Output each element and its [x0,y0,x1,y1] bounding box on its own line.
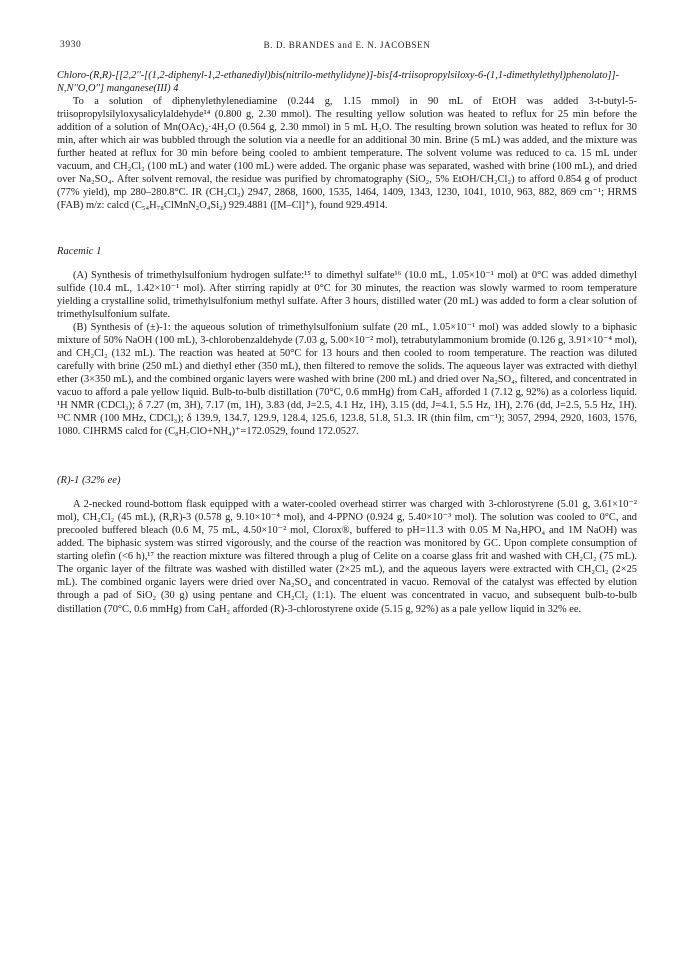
journal-page [57,40,637,616]
racemic-heading: Racemic 1 [57,245,102,257]
racemic-part-b: (B) Synthesis of (±)-1: the aqueous solution of trimethylsulfonium sulfate (20 mL, 1.05×10⁻¹ mol) was added slowly to a biphasic mixture of 50% NaOH (100 mL), 3-chlorobenzaldehyde (7.03 g, 5.00×10⁻² mol), tetrabutylammonium bromide (0.126 g, 3.91×10⁻⁴ mol), and CH₂Cl₂ (132 mL). The reaction was heated at 50°C for 13 hours and then cooled to room temperature. The reaction was diluted carefully with brine (250 mL) and diethyl ether (350 mL), then filtered to remove the solids. The aqueous layer was extracted with diethyl ether (3×350 mL), and the combined organic layers were washed with brine (200 mL) and dried over Na₂SO₄, filtered, and concentrated in vacuo to afford a pale yellow liquid. Bulb-to-bulb distillation (70°C, 0.6 mmHg) from CaH₂ afforded 1 (7.12 g, 92%) as a colorless liquid. ¹H NMR (CDCl₃); δ 7.27 (m, 3H), 7.17 (m, 1H), 3.83 (dd, J=2.5, 4.1 Hz, 1H), 3.15 (dd, J=4.1, 5.5 Hz, 1H), 2.76 (dd, J=2.5, 5.5 Hz, 1H). ¹³C NMR (100 MHz, CDCl₃); δ 139.9, 134.7, 129.9, 128.4, 125.6, 123.8, 51.8, 51.3. IR (thin film, cm⁻¹); 3057, 2994, 2920, 1603, 1576, 1080. CIHRMS calcd for (C₈H₇ClO+NH₄)⁺=172.0529, found 172.0527. [57,321,637,438]
r-enantiomer-procedure: A 2-necked round-bottom flask equipped with a water-cooled overhead stirrer was charged with 3-chlorostyrene (5.01 g, 3.61×10⁻² mol), CH₂Cl₂ (45 mL), (R,R)-3 (0.578 g, 9.10×10⁻⁴ mol), and 4-PPNO (0.924 g, 5.40×10⁻³ mol). The solution was cooled to 0°C, and precooled buffered bleach (0.6 M, 75 mL, 4.50×10⁻² mol, Clorox®, buffered to pH=11.3 with 0.05 M Na₂HPO₄ and 1M NaOH) was added. The biphasic system was stirred vigorously, and the course of the reaction was monitored by GC. Upon complete consumption of starting olefin (<6 h),¹⁷ the reaction mixture was filtered through a plug of Celite on a coarse glass frit and washed with CH₂Cl₂ (75 mL). The organic layer of the filtrate was washed with distilled water (2×25 mL), and the aqueous layers were extracted with CH₂Cl₂ (2×25 mL). The combined organic layers were dried over Na₂SO₄ and concentrated in vacuo. Removal of the catalyst was effected by elution through a pad of SiO₂ (30 g) using pentane and CH₂Cl₂ (1:1). The eluent was concentrated in vacuo, and subsequent bulb-to-bulb distillation (70°C, 0.6 mmHg) from CaH₂ afforded (R)-3-chlorostyrene oxide (5.15 g, 92%) as a pale yellow liquid in 32% ee. [57,499,637,615]
compound-4-procedure: To a solution of diphenylethylenediamine (0.244 g, 1.15 mmol) in 90 mL of EtOH was added 3-t-butyl-5-triisopropylsilyloxysalicylaldehyde¹⁴ (0.800 g, 2.30 mmol). The resulting yellow solution was heated to reflux for 25 min before the addition of a solution of Mn(OAc)₂·4H₂O (0.564 g, 2.30 mmol) in 5 mL H₂O. The resulting brown solution was heated to reflux for 30 min, after which air was bubbled through the solution via a needle for an additional 30 min. Brine (5 mL) was added, and the mixture was further heated at reflux for 30 min before being cooled to ambient temperature. The solvent volume was reduced to ca. 15 mL under vacuum, and CH₂Cl₂ (100 mL) and water (100 mL) were added. The organic phase was separated, washed with brine (100 mL), and dried over Na₂SO₄. After solvent removal, the residue was purified by chromatography (SiO₂, 5% EtOH/CH₂Cl₂) to afford 0.854 g of product (77% yield), mp 280–280.8°C. IR (CH₂Cl₂) 2947, 2868, 1600, 1535, 1464, 1409, 1343, 1230, 1041, 1010, 963, 882, 869 cm⁻¹; HRMS (FAB) m/z: calcd (C₅₄H₇₈ClMnN₂O₄Si₂) 929.4881 ([M–Cl]⁺), found 929.4914. [57,96,637,212]
running-head [57,40,637,56]
running-head-authors: B. D. BRANDES and E. N. JACOBSEN [263,40,431,50]
compound-4-title: Chloro-(R,R)-[[2,2''-[(1,2-diphenyl-1,2-ethanediyl)bis(nitrilo-methylidyne)]-bis[4-triisopropylsiloxy-6-(1,1-dimethylethyl)phenolato]]-N,N''O,O''] manganese(III) 4 [57,70,620,95]
racemic-part-a: (A) Synthesis of trimethylsulfonium hydrogen sulfate:¹⁵ to dimethyl sulfate¹⁶ (10.0 mL, 1.05×10⁻¹ mol) at 0°C was added dimethyl sulfide (10.4 mL, 1.42×10⁻¹ mol). After stirring rapidly at 0°C for 30 minutes, the reaction was slowly warmed to room temperature yielding a crystalline solid, trimethylsulfonium methyl sulfate. After 3 hours, distilled water (20 mL) was added to form a clear solution of trimethylsulfonium sulfate. [57,269,637,320]
r-enantiomer-heading: (R)-1 (32% ee) [57,475,121,487]
page-number: 3930 [60,40,82,50]
